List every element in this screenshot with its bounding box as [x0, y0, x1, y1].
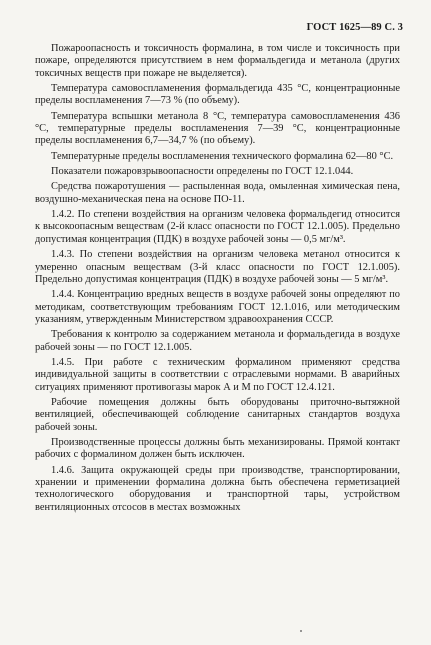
scan-speck: [300, 630, 302, 632]
paragraph-1-4-3: 1.4.3. По степени воздействия на организм человека метанол относится к умеренно опасным веществам (3-й класс опасности по ГОСТ 12.1.005). Предельно допустимая концентрация (ПДК) в воздухе рабочей зоны — 5 мг/м³.: [35, 249, 400, 285]
document-body: [35, 43, 400, 517]
paragraph-extinguishing: Средства пожаротушения — распыленная вода, омыленная химическая пена, воздушно-механическая пена на основе ПО-11.: [35, 181, 400, 205]
paragraph-formaldehyde-ignition: Температура самовоспламенения формальдегида 435 °С, концентрационные пределы воспламенения 7—73 % (по объему).: [35, 83, 400, 107]
paragraph-1-4-5: 1.4.5. При работе с техническим формалином применяют средства индивидуальной защиты в соответствии с отраслевыми нормами. В аварийных ситуациях применяют противогазы марок А и М по ГОСТ 12.4.121.: [35, 356, 400, 393]
paragraph-formalin-limits: Температурные пределы воспламенения технического формалина 62—80 °С.: [51, 150, 394, 162]
paragraph-methanol-flash: Температура вспышки метанола 8 °С, температура самовоспламенения 436 °С, температурные пределы воспламенения 7—39 °С, концентрационные пределы воспламенения 6,7—34,7 % (по объему).: [35, 110, 400, 147]
page-header: ГОСТ 1625—89 С. 3: [306, 22, 403, 33]
paragraph-fire-indicators: Показатели пожаровзрывоопасности определены по ГОСТ 12.1.044.: [51, 166, 354, 178]
paragraph-ventilation: Рабочие помещения должны быть оборудованы приточно-вытяжной вентиляцией, обеспечивающей соблюдение санитарных стандартов воздуха рабочей зоны.: [35, 396, 400, 433]
paragraph-1-4-2: 1.4.2. По степени воздействия на организм человека формальдегид относится к высокоопасным веществам (2-й класс опасности по ГОСТ 12.1.005). Предельно допустимая концентрация (ПДК) в воздухе рабочей зоны — 0,5 мг/м³.: [35, 209, 400, 245]
paragraph-control-requirements: Требования к контролю за содержанием метанола и формальдегида в воздухе рабочей зоны — по ГОСТ 12.1.005.: [35, 329, 400, 353]
paragraph-fire-toxicity: Пожароопасность и токсичность формалина, в том числе и токсичность при пожаре, определяются присутствием в нем формальдегида и метанола (других токсичных веществ при пожаре не выделяется).: [35, 43, 400, 79]
paragraph-1-4-4: 1.4.4. Концентрацию вредных веществ в воздухе рабочей зоны определяют по методикам, соответствующим требованиям ГОСТ 12.1.016, или методическим указаниям, утвержденным Министерством здравоохранения СССР.: [35, 289, 400, 325]
paragraph-1-4-6: 1.4.6. Защита окружающей среды при производстве, транспортировании, хранении и применении формалина должна быть обеспечена герметизацией технологического оборудования и транспортной тары, устройством вентиляционных отсосов в местах возможных: [35, 464, 400, 513]
paragraph-mechanization: Производственные процессы должны быть механизированы. Прямой контакт рабочих с формалином должен быть исключен.: [35, 436, 400, 461]
